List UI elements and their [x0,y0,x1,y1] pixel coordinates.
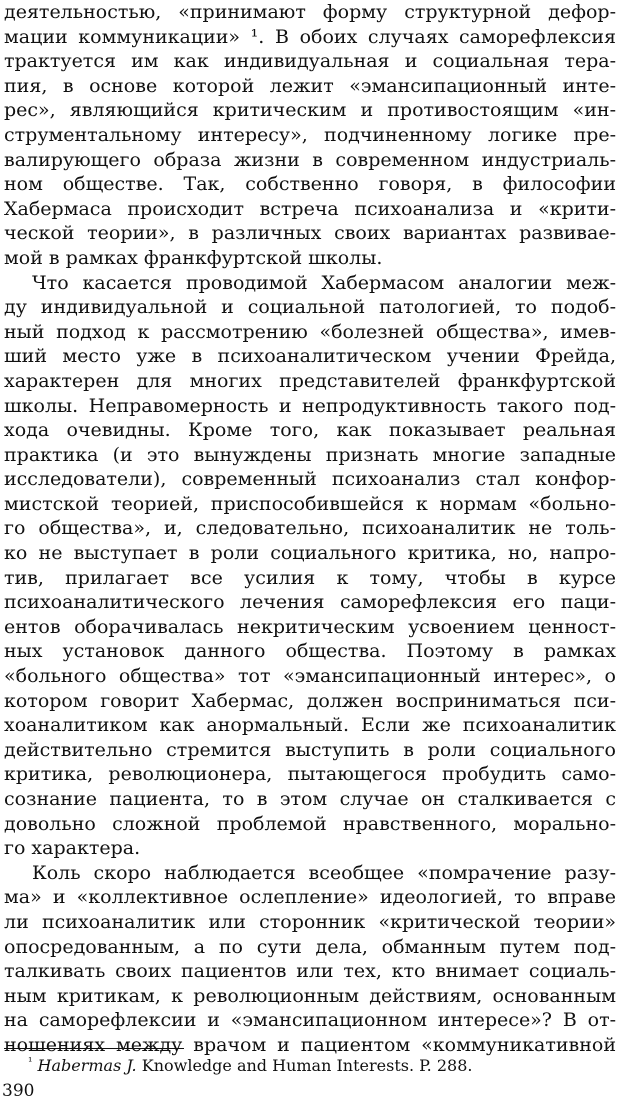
text-line: характерен для многих представителей франкфуртской [4,369,616,392]
text-line: тив, прилагает все усилия к тому, чтобы в курсе [4,566,616,589]
text-line: мой в рамках франкфуртской школы. [4,246,383,269]
text-line: ный подход к рассмотрению «болезней общества», имев- [4,320,616,343]
footnote-text: Knowledge and Human Interests. P. 288. [141,1056,473,1075]
text-line: на саморефлексии и «эмансипационном интересе»? В от- [4,1009,616,1032]
text-line: хоаналитиком как анормальный. Если же психоаналитик [4,714,616,737]
text-line: хода очевидны. Кроме того, как показывает реальная [4,419,616,442]
text-line: ных установок данного общества. Поэтому в рамках [4,640,616,663]
body-text [4,0,616,1058]
text-line: ма» и «коллективное ослепление» идеологией, то вправе [4,886,616,909]
paragraph-first-line: Что касается проводимой Хабермасом аналогии меж- [32,271,616,294]
page-number: 390 [2,1081,35,1101]
text-line: «больного общества» тот «эмансипационный интерес», о [4,665,616,688]
text-line: трактуется им как индивидуальная и социальная тера- [4,50,616,73]
text-line: пия, в основе которой лежит «эмансипационный инте- [4,74,616,97]
text-line: критика, революционера, пытающегося пробудить само- [4,763,616,786]
text-line: опосредованным, а по сути дела, обманным путем под- [4,935,616,958]
text-line: мации коммуникации» ¹. В обоих случаях саморефлексия [4,25,616,48]
text-line: довольно сложной проблемой нравственного, морально- [4,812,616,835]
footnote [28,1052,608,1076]
text-line: действительно стремится выступить в роли социального [4,738,616,761]
text-line: талкивать своих пациентов или тех, кто внимает социаль- [4,960,616,983]
footnote-divider [4,1048,184,1049]
text-line: го общества», и, следовательно, психоаналитик не толь- [4,517,616,540]
text-line: ли психоаналитик или сторонник «критической теории» [4,910,616,933]
text-line: мистской теорией, приспособившейся к нормам «больно- [4,492,616,515]
text-line: ентов оборачивалась некритическим усвоением ценност- [4,615,616,638]
text-line: ческой теории», в различных своих вариантах развивае- [4,222,616,245]
text-line: ным критикам, к революционным действиям, основанным [4,984,616,1007]
text-line: исследователи), современный психоанализ стал конфор- [4,468,616,491]
footnote-author: Habermas J. [37,1056,137,1075]
text-line: школы. Неправомерность и непродуктивность такого под- [4,394,616,417]
text-line: деятельностью, «принимают форму структурной дефор- [4,1,616,23]
text-line: ношениях между врачом и пациентом «коммуникативной [4,1033,616,1056]
text-line: ко не выступает в роли социального критика, но, напро- [4,542,616,565]
footnote-marker: ¹ [28,1055,33,1068]
text-line: струментальному интересу», подчиненному логике пре- [4,123,616,146]
text-line: рес», являющийся критическим и противостоящим «ин- [4,99,616,122]
text-line: го характера. [4,837,141,860]
text-line: валирующего образа жизни в современном индустриаль- [4,148,616,171]
text-line: сознание пациента, то в этом случае он сталкивается с [4,788,616,810]
text-line: ду индивидуальной и социальной патологией, то подоб- [4,296,616,319]
paragraph-first-line: Коль скоро наблюдается всеобщее «помрачение разу- [32,861,616,884]
text-line: ном обществе. Так, собственно говоря, в философии [4,173,616,196]
text-line: Хабермаса происходит встреча психоанализа и «крити- [4,197,616,220]
text-line: практика (и это вынуждены признать многие западные [4,443,616,466]
text-line: психоаналитического лечения саморефлексия его паци- [4,591,616,614]
text-line: котором говорит Хабермас, должен восприниматься пси- [4,689,616,712]
text-line: ший место уже в психоаналитическом учении Фрейда, [4,345,616,368]
